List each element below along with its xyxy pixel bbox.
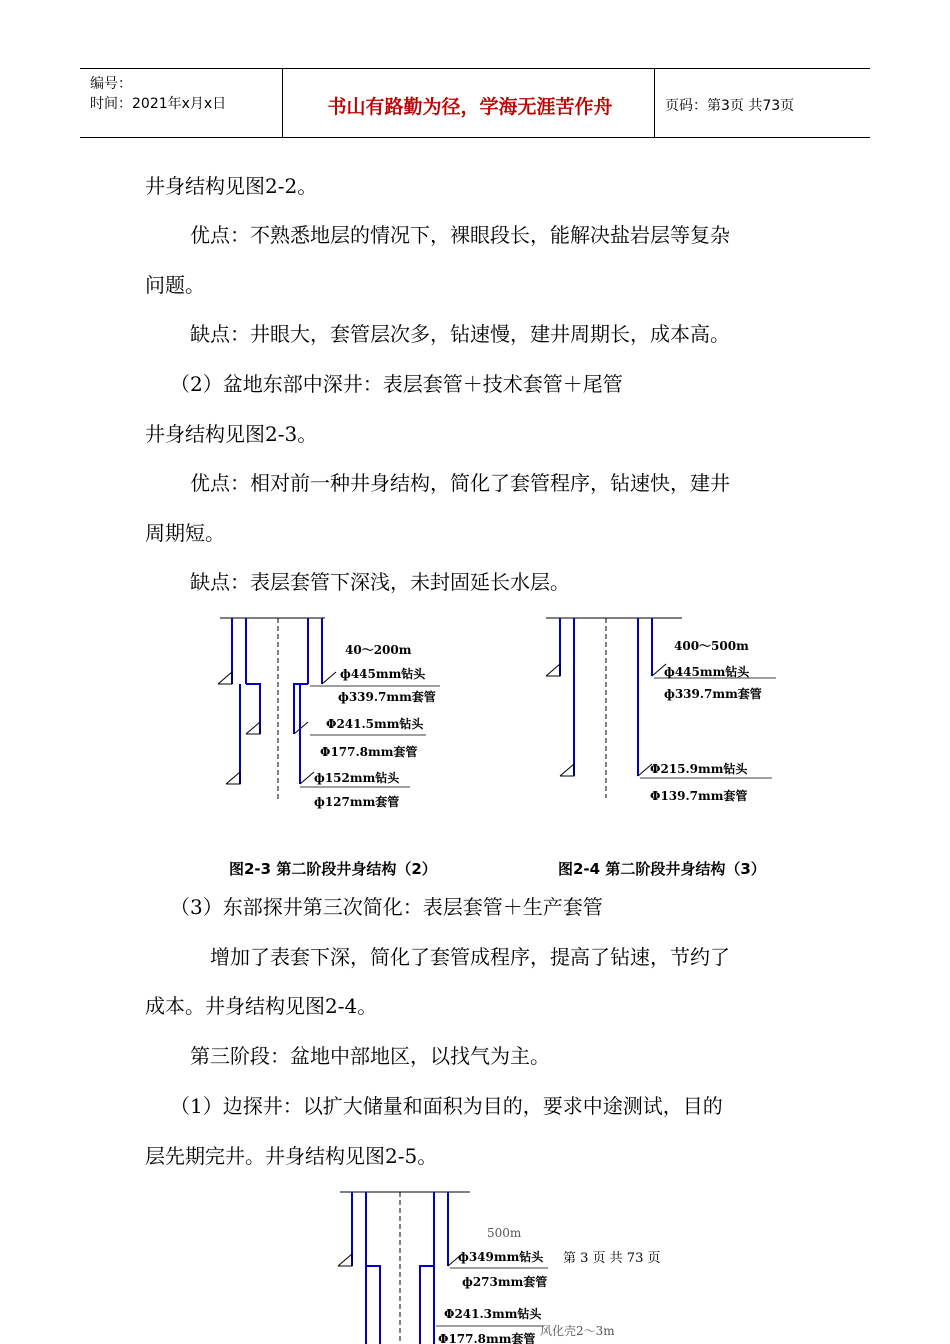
figure-2-4-well-structure	[540, 612, 800, 812]
page-header	[80, 68, 870, 138]
bit-size-label: ф445mm钻头	[340, 667, 426, 681]
casing-size-label: Φ177.8mm套管	[438, 1332, 536, 1344]
figure-2-3-well-structure	[210, 612, 470, 812]
casing-size-label: ф273mm套管	[462, 1275, 548, 1289]
bit-size-label: Φ241.5mm钻头	[326, 717, 424, 731]
paragraph: 增加了表套下深，简化了套管成程序，提高了钻速，节约了	[210, 945, 730, 969]
paragraph: 井身结构见图2-3。	[145, 422, 318, 446]
paragraph: 第三阶段：盆地中部地区，以找气为主。	[190, 1044, 550, 1068]
casing-size-label: Φ177.8mm套管	[320, 745, 418, 759]
paragraph: 问题。	[145, 273, 205, 297]
depth-label: 400～500m	[674, 639, 749, 653]
header-divider	[654, 69, 655, 137]
header-motto: 书山有路勤为径，学海无涯苦作舟	[327, 96, 613, 118]
paragraph: （1）边探井：以扩大储量和面积为目的，要求中途测试，目的	[170, 1094, 723, 1118]
paragraph: 优点：不熟悉地层的情况下，裸眼段长，能解决盐岩层等复杂	[190, 223, 730, 247]
doc-time-label: 时间：2021年x月x日	[90, 96, 227, 112]
paragraph: 层先期完井。井身结构见图2-5。	[145, 1144, 438, 1168]
paragraph: 缺点：表层套管下深浅，未封固延长水层。	[190, 570, 570, 594]
bit-size-label: ф349mm钻头	[458, 1250, 544, 1264]
casing-size-label: Φ139.7mm套管	[650, 789, 748, 803]
header-divider	[282, 69, 283, 137]
bit-size-label: ф445mm钻头	[664, 665, 750, 679]
paragraph: 优点：相对前一种井身结构，简化了套管程序，钻速快，建井	[190, 471, 730, 495]
paragraph: 成本。井身结构见图2-4。	[145, 994, 378, 1018]
casing-size-label: ф127mm套管	[314, 795, 400, 809]
bit-size-label: ф152mm钻头	[314, 771, 400, 785]
header-page-label: 页码：第3页 共73页	[665, 98, 795, 114]
paragraph: 井身结构见图2-2。	[145, 174, 318, 198]
paragraph: 周期短。	[145, 521, 225, 545]
figure-caption: 图2-4 第二阶段井身结构（3）	[558, 860, 766, 878]
bit-size-label: Φ241.3mm钻头	[444, 1307, 542, 1321]
doc-number-label: 编号：	[90, 76, 132, 92]
depth-label: 500m	[487, 1226, 522, 1240]
figure-caption: 图2-3 第二阶段井身结构（2）	[229, 860, 437, 878]
casing-size-label: ф339.7mm套管	[338, 690, 436, 704]
paragraph: （2）盆地东部中深井：表层套管＋技术套管＋尾管	[170, 372, 623, 396]
paragraph: （3）东部探井第三次简化：表层套管＋生产套管	[170, 895, 603, 919]
weathered-crust-label: 风化壳2～3m	[540, 1324, 615, 1338]
bit-size-label: Φ215.9mm钻头	[650, 762, 748, 776]
paragraph: 缺点：井眼大，套管层次多，钻速慢，建井周期长，成本高。	[190, 322, 730, 346]
depth-label: 40～200m	[345, 643, 412, 657]
page-footer: 第 3 页 共 73 页	[563, 1251, 661, 1266]
casing-size-label: ф339.7mm套管	[664, 687, 762, 701]
